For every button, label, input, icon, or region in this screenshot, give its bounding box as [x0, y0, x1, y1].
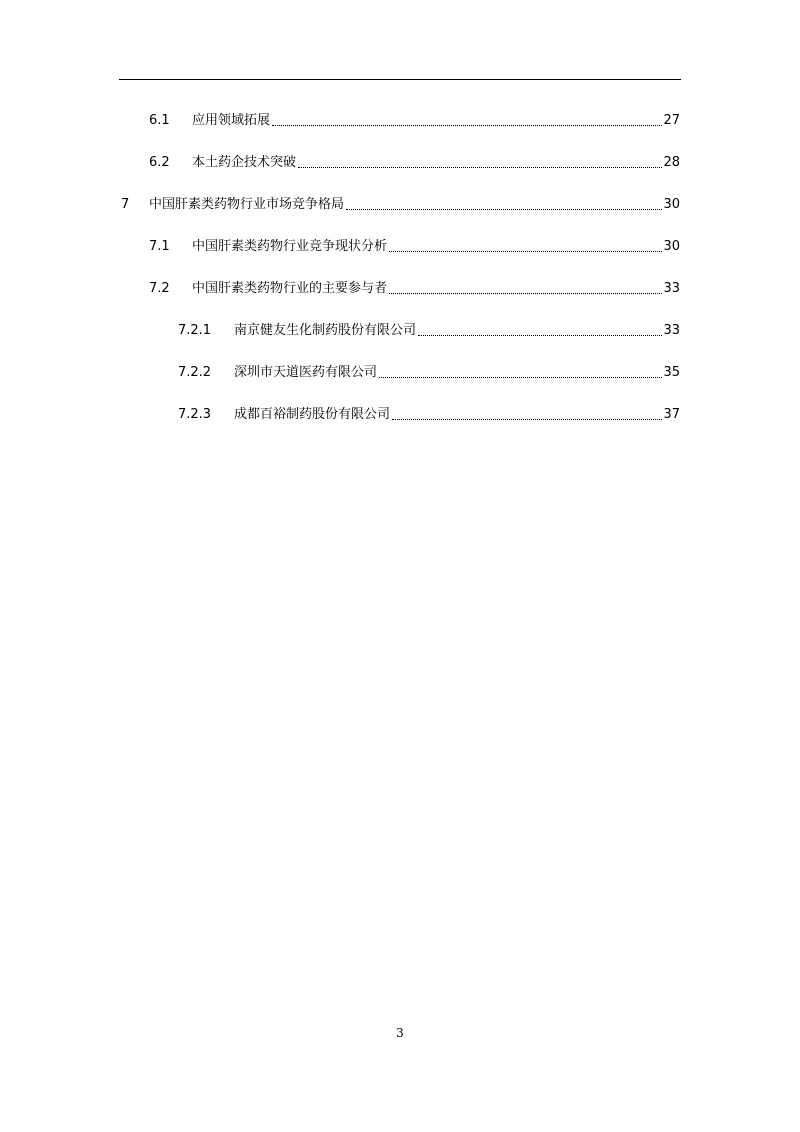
toc-dot-leader — [418, 335, 662, 336]
toc-entry-number: 6.2 — [149, 155, 170, 170]
page-number: 3 — [396, 1026, 404, 1040]
toc-entry-number: 7.2 — [149, 281, 170, 296]
toc-dot-leader — [379, 377, 662, 378]
toc-entry-page: 27 — [663, 113, 680, 128]
toc-entry-title: 南京健友生化制药股份有限公司 — [234, 323, 417, 338]
toc-entry-number: 7.2.2 — [178, 365, 212, 380]
toc-entry-title: 中国肝素类药物行业竞争现状分析 — [192, 239, 388, 254]
toc-entry-page: 33 — [663, 323, 680, 338]
toc-entry-7-2[interactable] — [149, 277, 680, 297]
toc-entry-title: 成都百裕制药股份有限公司 — [234, 407, 391, 422]
toc-entry-number: 6.1 — [149, 113, 170, 128]
toc-entry-number: 7 — [121, 197, 130, 212]
toc-entry-7[interactable] — [121, 193, 680, 213]
toc-entry-7-2-2[interactable] — [178, 361, 680, 381]
toc-dot-leader — [389, 251, 662, 252]
toc-dot-leader — [346, 209, 662, 210]
toc-entry-7-2-3[interactable] — [178, 403, 680, 423]
toc-entry-number: 7.1 — [149, 239, 170, 254]
toc-entry-title: 本土药企技术突破 — [192, 155, 297, 170]
toc-entry-6-2[interactable] — [149, 151, 680, 171]
toc-entry-page: 30 — [663, 197, 680, 212]
toc-entry-page: 30 — [663, 239, 680, 254]
toc-entry-6-1[interactable] — [149, 109, 680, 129]
toc-dot-leader — [272, 125, 662, 126]
toc-entry-title: 深圳市天道医药有限公司 — [234, 365, 378, 380]
toc-entry-number: 7.2.1 — [178, 323, 212, 338]
toc-entry-title: 应用领域拓展 — [192, 113, 271, 128]
toc-entry-number: 7.2.3 — [178, 407, 212, 422]
toc-dot-leader — [298, 167, 662, 168]
toc-entry-7-2-1[interactable] — [178, 319, 680, 339]
toc-dot-leader — [392, 419, 662, 420]
toc-entry-7-1[interactable] — [149, 235, 680, 255]
toc-entry-title: 中国肝素类药物行业市场竞争格局 — [149, 197, 345, 212]
toc-entry-page: 33 — [663, 281, 680, 296]
toc-entry-page: 28 — [663, 155, 680, 170]
toc-entry-page: 37 — [663, 407, 680, 422]
toc-entry-page: 35 — [663, 365, 680, 380]
toc-entry-title: 中国肝素类药物行业的主要参与者 — [192, 281, 388, 296]
toc-dot-leader — [389, 293, 662, 294]
